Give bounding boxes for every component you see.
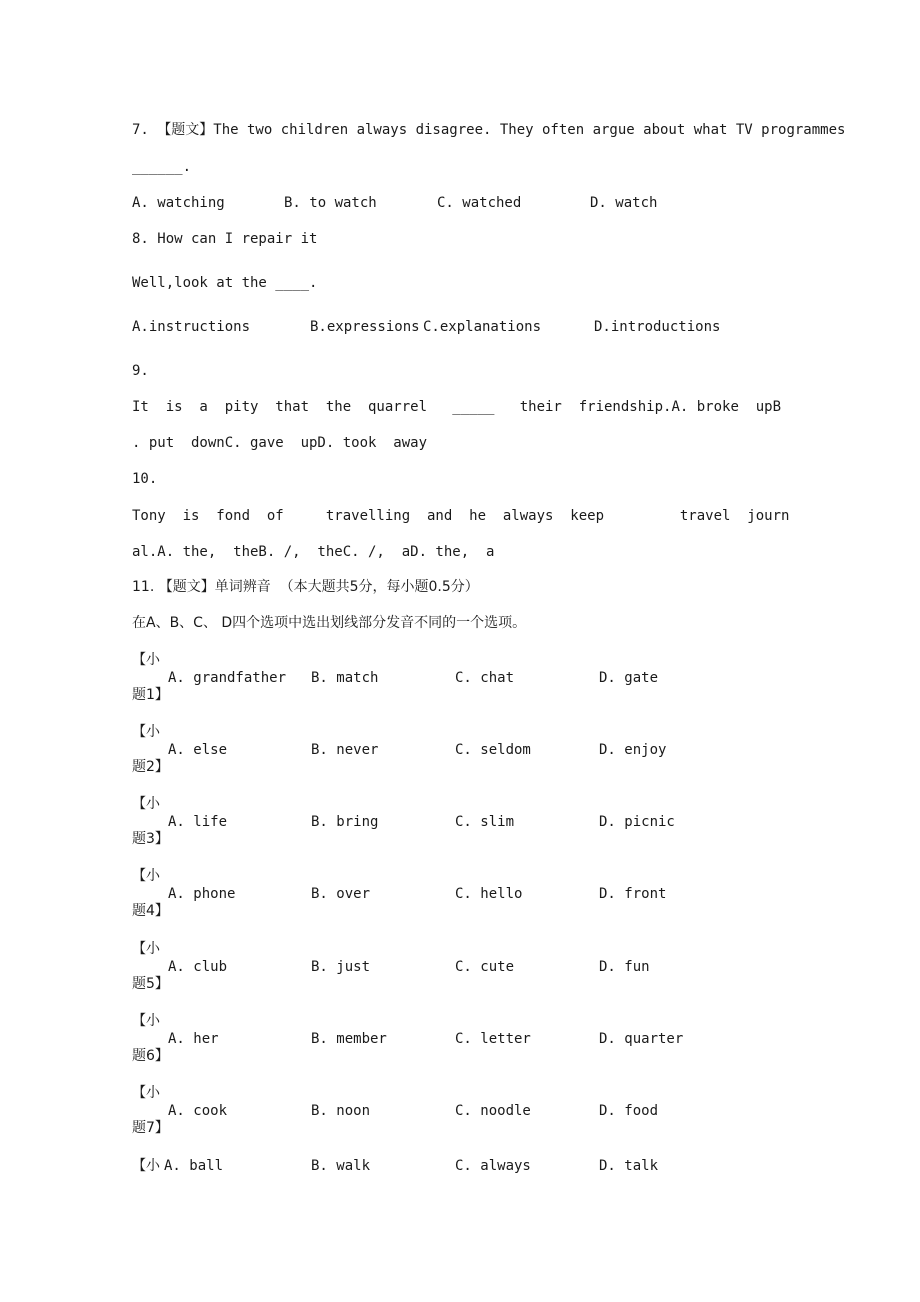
subq-label-bottom: 题7】 — [132, 1120, 169, 1136]
subq-label-top: 【小 — [132, 724, 160, 740]
subq-label-bottom: 题4】 — [132, 903, 169, 919]
q10-stem-line2: al.A. the, theB. /, theC. /, aD. the, a — [132, 544, 495, 560]
q11-title: 11. 【题文】单词辨音 （本大题共5分，每小题0.5分） — [132, 579, 479, 595]
subq-option-a: A. her — [168, 1031, 219, 1047]
subq-label-bottom: 题6】 — [132, 1048, 169, 1064]
subq-option-d: D. fun — [599, 959, 650, 975]
q8-option-a: A.instructions — [132, 319, 251, 335]
subq-option-c: C. seldom — [455, 742, 531, 758]
subq-option-a: A. ball — [164, 1158, 224, 1174]
subq-option-a: A. cook — [168, 1103, 228, 1119]
q8-option-c: C.explanations — [423, 319, 542, 335]
q11-instruction: 在A、B、C、 D四个选项中选出划线部分发音不同的一个选项。 — [132, 615, 527, 631]
subq-option-c: C. cute — [455, 959, 515, 975]
q7-option-b: B. to watch — [284, 195, 377, 211]
q7-option-a: A. watching — [132, 195, 225, 211]
subq-option-c: C. slim — [455, 814, 515, 830]
subq-option-a: A. phone — [168, 886, 236, 902]
subq-label-top: 【小 — [132, 941, 160, 957]
q9-stem-line1: It is a pity that the quarrel _____ their friendship.A. broke upB — [132, 399, 782, 415]
subq-option-c: C. noodle — [455, 1103, 531, 1119]
q9-number: 9. — [132, 363, 149, 379]
subq-option-d: D. picnic — [599, 814, 675, 830]
subq-label-top: 【小 — [132, 1013, 160, 1029]
subq-option-b: B. never — [311, 742, 379, 758]
q7-stem: 7. 【题文】The two children always disagree. They often argue about what TV programmes — [132, 122, 846, 138]
subq-label-bottom: 题1】 — [132, 687, 169, 703]
subq-label-top: 【小 — [132, 652, 160, 668]
subq-option-d: D. gate — [599, 670, 659, 686]
q7-option-d: D. watch — [590, 195, 658, 211]
subq-option-d: D. front — [599, 886, 667, 902]
subq-option-b: B. walk — [311, 1158, 371, 1174]
subq-option-d: D. quarter — [599, 1031, 684, 1047]
subq-option-d: D. talk — [599, 1158, 659, 1174]
q10-stem-line1: Tony is fond of travelling and he always keep travel journ — [132, 508, 790, 524]
subq-option-c: C. chat — [455, 670, 515, 686]
subq-option-d: D. enjoy — [599, 742, 667, 758]
subq-option-a: A. club — [168, 959, 228, 975]
subq-option-a: A. else — [168, 742, 228, 758]
subq-option-c: C. letter — [455, 1031, 531, 1047]
subq-option-c: C. hello — [455, 886, 523, 902]
q10-number: 10. — [132, 471, 158, 487]
subq-option-b: B. over — [311, 886, 371, 902]
q9-stem-line2: . put downC. gave upD. took away — [132, 435, 428, 451]
subq-label-bottom: 题5】 — [132, 976, 169, 992]
subq-option-a: A. life — [168, 814, 228, 830]
subq-label-top: 【小 — [132, 1158, 160, 1174]
q7-blank: ______. — [132, 159, 192, 175]
subq-option-a: A. grandfather — [168, 670, 287, 686]
subq-option-b: B. bring — [311, 814, 379, 830]
q8-option-b: B.expressions — [310, 319, 420, 335]
subq-label-top: 【小 — [132, 868, 160, 884]
subq-label-bottom: 题3】 — [132, 831, 169, 847]
subq-option-d: D. food — [599, 1103, 659, 1119]
subq-option-b: B. just — [311, 959, 371, 975]
subq-label-bottom: 题2】 — [132, 759, 169, 775]
subq-label-top: 【小 — [132, 796, 160, 812]
subq-option-c: C. always — [455, 1158, 531, 1174]
subq-option-b: B. member — [311, 1031, 387, 1047]
q8-stem: 8. How can I repair it — [132, 231, 318, 247]
q8-option-d: D.introductions — [594, 319, 721, 335]
q7-option-c: C. watched — [437, 195, 522, 211]
subq-label-top: 【小 — [132, 1085, 160, 1101]
subq-option-b: B. match — [311, 670, 379, 686]
q8-response: Well,look at the ____. — [132, 275, 318, 291]
subq-option-b: B. noon — [311, 1103, 371, 1119]
